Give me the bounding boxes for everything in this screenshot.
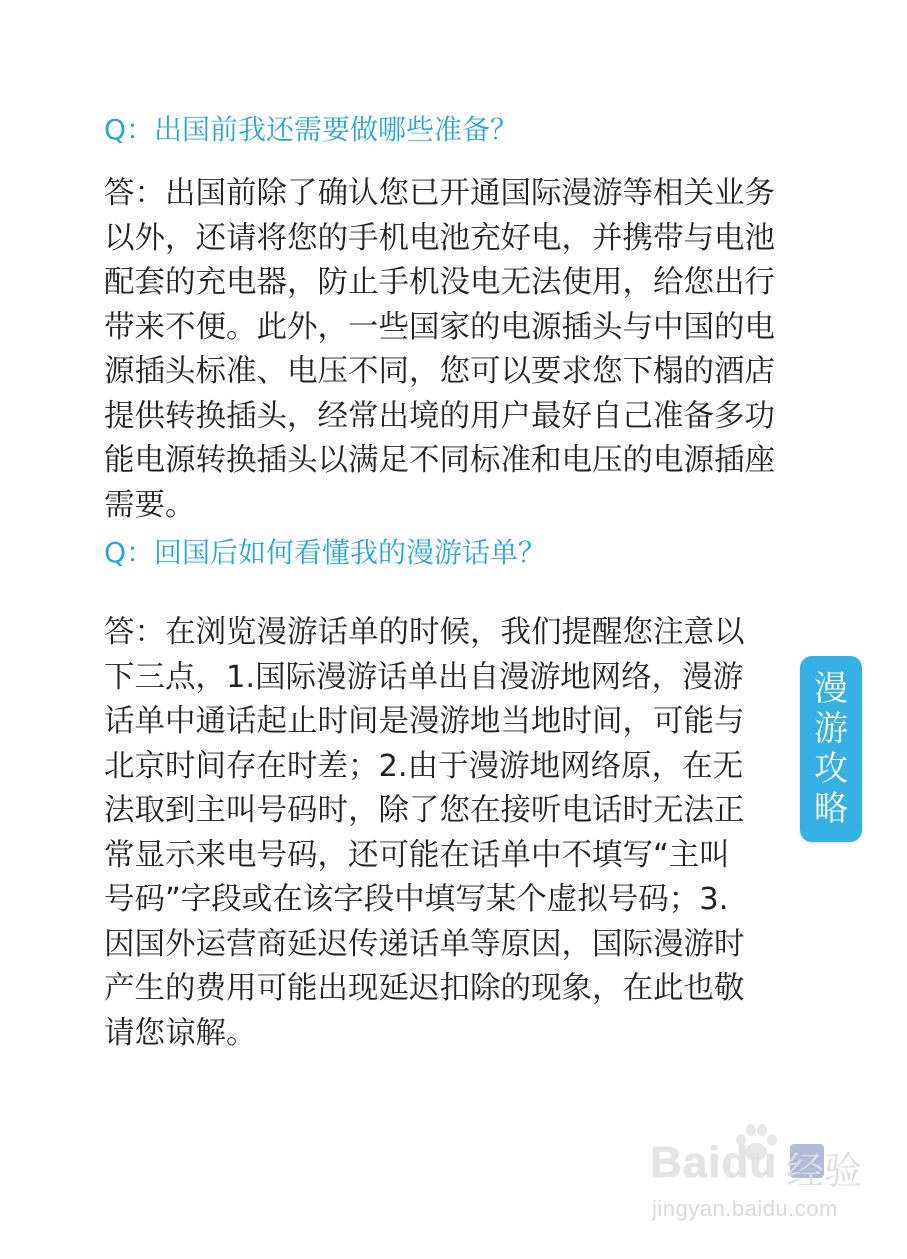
question-heading: Q：回国后如何看懂我的漫游话单？ — [104, 536, 547, 569]
question-heading: Q：出国前我还需要做哪些准备？ — [104, 113, 519, 146]
watermark-url: jingyan.baidu.com — [652, 1196, 838, 1221]
faq-item-1 — [104, 112, 794, 528]
answer-text: 答：在浏览漫游话单的时候，我们提醒您注意以下三点，1.国际漫游话单出自漫游地网络，漫游话单中通话起止时间是漫游地当地时间，可能与北京时间存在时差；2.由于漫游地网络原，在无法取到主叫号码时，除了您在接听电话时无法正常显示来电号码，还可能在话单中不填写“主叫号码”字段或在该字段中填写某个虚拟号码；3.因国外运营商延迟传递话单等原因，国际漫游时产生的费用可能出现延迟扣除的现象，在此也敬请您谅解。 — [104, 615, 745, 1051]
baidu-jingyan-watermark — [650, 1118, 890, 1228]
answer-text: 答：出国前除了确认您已开通国际漫游等相关业务以外，还请将您的手机电池充好电，并携带与电池配套的充电器，防止手机没电无法使用，给您出行带来不便。此外，一些国家的电源插头与中国的电源插头标准、电压不同，您可以要求您下榻的酒店提供转换插头，经常出境的用户最好自己准备多功能电源转换插头以满足不同标准和电压的电源插座需要。 — [104, 176, 775, 523]
side-tab-char: 攻 — [814, 749, 848, 789]
side-tab-char: 漫 — [814, 669, 848, 709]
side-tab-char: 略 — [814, 789, 848, 829]
faq-item-2 — [104, 535, 794, 1056]
side-tab-roaming-guide[interactable] — [800, 656, 862, 842]
jingyan-label: 经验 — [786, 1149, 863, 1193]
baidu-logo: Baidu — [650, 1138, 778, 1187]
side-tab-char: 游 — [814, 709, 848, 749]
